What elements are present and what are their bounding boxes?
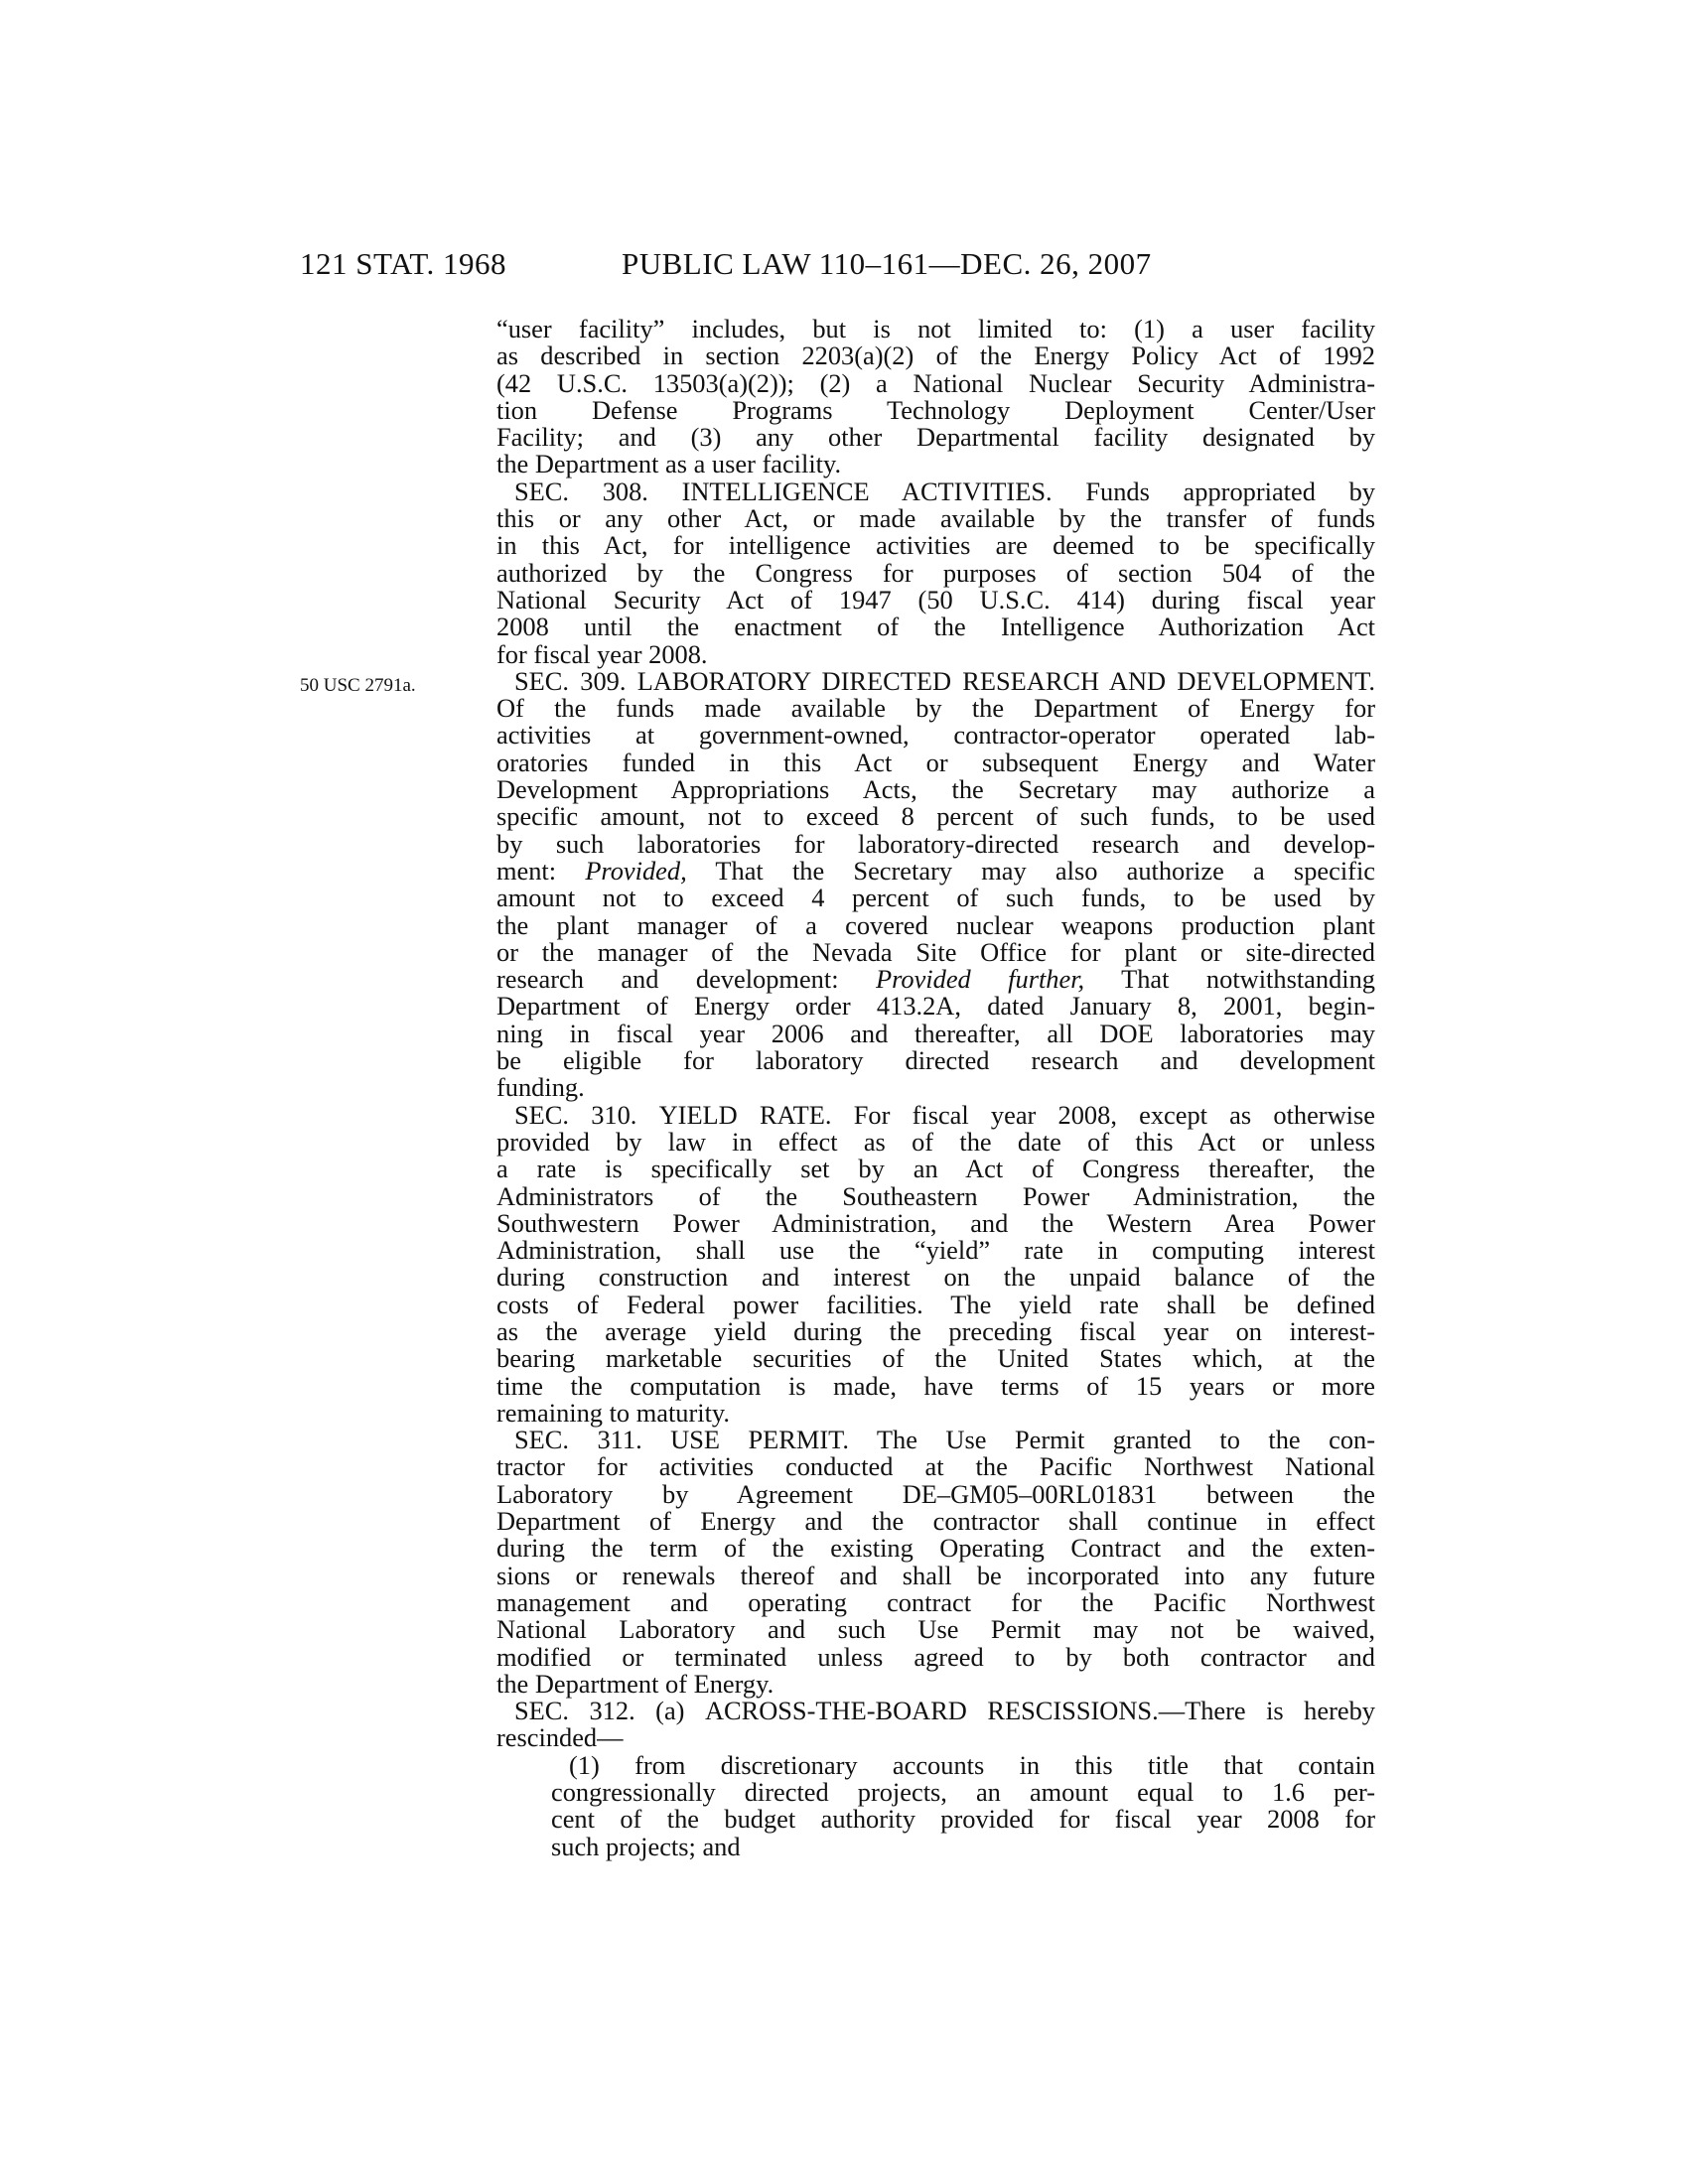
text-segment: ment: [496, 855, 586, 886]
text-line: (42 U.S.C. 13503(a)(2)); (2) a National Nuclear Security Administra- [496, 367, 1375, 398]
section-text: For fiscal year 2008, except as otherwise [853, 1099, 1375, 1130]
text-line: the Department of Energy. [496, 1668, 774, 1699]
section-heading: LABORATORY DIRECTED RESEARCH AND DEVELOPMENT. [636, 665, 1375, 696]
text-line: Development Appropriations Acts, the Secretary may authorize a [496, 774, 1375, 805]
text-line: activities at government-owned, contractor-operator operated lab- [496, 720, 1375, 751]
text-line: by such laboratories for laboratory-directed research and develop- [496, 828, 1375, 859]
section-number: SEC. 310. [514, 1099, 637, 1130]
proviso-italic: Provided further, [875, 964, 1085, 995]
text-line: Of the funds made available by the Department of Energy for [496, 693, 1375, 724]
text-line: in this Act, for intelligence activities are deemed to be specifically [496, 530, 1375, 561]
section-text: The Use Permit granted to the con- [876, 1425, 1375, 1455]
section-number: SEC. 309. [514, 665, 627, 696]
section-heading: INTELLIGENCE ACTIVITIES. [681, 476, 1053, 506]
text-line: (1) from discretionary accounts in this title that contain [569, 1749, 1375, 1780]
section-312-across-the-board-rescissions [496, 1698, 1375, 1860]
text-line: modified or terminated unless agreed to by both contractor and [496, 1641, 1375, 1672]
text-line: “user facility” includes, but is not limited to: (1) a user facility [496, 314, 1375, 343]
text-line: 2008 until the enactment of the Intelligence Authorization Act [496, 612, 1375, 642]
text-line: time the computation is made, have terms of 15 years or more [496, 1370, 1375, 1401]
section-heading: ACROSS-THE-BOARD RESCISSIONS. [704, 1696, 1159, 1726]
text-line: Administrators of the Southeastern Power Administration, the [496, 1180, 1375, 1211]
section-first-line [496, 1698, 1375, 1724]
text-line: Southwestern Power Administration, and the Western Area Power [496, 1207, 1375, 1238]
proviso-italic: Provided, [585, 855, 687, 886]
text-line: oratories funded in this Act or subsequent Energy and Water [496, 747, 1375, 777]
statute-body-text [496, 316, 1375, 1860]
section-308-intelligence-activities [496, 478, 1375, 668]
section-first-line [496, 478, 1375, 505]
text-segment: That the Secretary may also authorize a specific [686, 855, 1375, 886]
text-line: National Laboratory and such Use Permit may not be waived, [496, 1614, 1375, 1645]
text-line: cent of the budget authority provided for fiscal year 2008 for [551, 1804, 1375, 1835]
text-line: sions or renewals thereof and shall be incorporated into any future [496, 1560, 1375, 1590]
text-line: National Security Act of 1947 (50 U.S.C. 414) during fiscal year [496, 584, 1375, 614]
section-text: —There is hereby [1158, 1696, 1375, 1726]
margin-note-usc-citation: 50 USC 2791a. [300, 675, 416, 696]
section-heading: USE PERMIT. [670, 1425, 849, 1455]
text-line: for fiscal year 2008. [496, 638, 708, 669]
section-311-use-permit [496, 1427, 1375, 1698]
text-line: congressionally directed projects, an amount equal to 1.6 per- [551, 1777, 1375, 1808]
text-line: costs of Federal power facilities. The yield rate shall be defined [496, 1289, 1375, 1319]
text-line: tion Defense Programs Technology Deployment Center/User [496, 394, 1375, 425]
text-line: ning in fiscal year 2006 and thereafter, all DOE laboratories may [496, 1018, 1375, 1048]
text-line: Department of Energy order 413.2A, dated January 8, 2001, begin- [496, 991, 1375, 1022]
text-line: this or any other Act, or made available by the transfer of funds [496, 503, 1375, 534]
text-line: provided by law in effect as of the date of this Act or unless [496, 1126, 1375, 1157]
text-line: such projects; and [551, 1831, 741, 1861]
page-header [0, 246, 1688, 286]
text-line: a rate is specifically set by an Act of Congress thereafter, the [496, 1154, 1375, 1184]
text-line: tractor for activities conducted at the Pacific Northwest National [496, 1451, 1375, 1482]
text-line: remaining to maturity. [496, 1397, 731, 1428]
section-heading: YIELD RATE. [658, 1099, 832, 1130]
section-first-line [496, 665, 1375, 696]
text-line: specific amount, not to exceed 8 percent of such funds, to be used [496, 801, 1375, 832]
section-first-line [496, 1099, 1375, 1130]
text-line: as described in section 2203(a)(2) of the Energy Policy Act of 1992 [496, 341, 1375, 371]
text-line: as the average yield during the preceding fiscal year on interest- [496, 1315, 1375, 1346]
statute-page-reference: 121 STAT. 1968 [300, 246, 507, 281]
text-line: bearing marketable securities of the United States which, at the [496, 1343, 1375, 1374]
section-310-yield-rate [496, 1099, 1375, 1428]
text-line: amount not to exceed 4 percent of such funds, to be used by [496, 883, 1375, 913]
provided-proviso-line [496, 855, 1375, 886]
section-number: SEC. 312. [514, 1696, 635, 1726]
section-number: SEC. 308. [514, 476, 648, 506]
section-number: SEC. 311. [514, 1425, 642, 1455]
text-line: Laboratory by Agreement DE–GM05–00RL01831 between the [496, 1478, 1375, 1509]
text-line: or the manager of the Nevada Site Office for plant or site-directed [496, 936, 1375, 967]
text-line: during construction and interest on the unpaid balance of the [496, 1262, 1375, 1293]
section-first-line [496, 1427, 1375, 1453]
text-line: be eligible for laboratory directed research and development [496, 1045, 1375, 1076]
text-line: Facility; and (3) any other Departmental facility designated by [496, 422, 1375, 453]
user-facility-definition-paragraph [496, 316, 1375, 478]
text-line: management and operating contract for the Pacific Northwest [496, 1586, 1375, 1617]
text-line: rescinded— [496, 1722, 624, 1753]
public-law-running-head: PUBLIC LAW 110–161—DEC. 26, 2007 [622, 246, 1152, 281]
subsection-label: (a) [655, 1696, 685, 1726]
text-segment: research and development: [496, 964, 876, 995]
text-segment: That notwithstanding [1084, 964, 1375, 995]
section-text: Funds appropriated by [1085, 476, 1375, 506]
paragraph-1 [496, 1749, 1375, 1861]
text-line: authorized by the Congress for purposes of section 504 of the [496, 557, 1375, 588]
section-309-laboratory-directed-research [496, 665, 1375, 1103]
provided-further-proviso-line [496, 966, 1375, 993]
text-line: funding. [496, 1072, 585, 1103]
text-line: Administration, shall use the “yield” rate in computing interest [496, 1235, 1375, 1266]
text-line: Department of Energy and the contractor shall continue in effect [496, 1506, 1375, 1537]
text-line: the Department as a user facility. [496, 449, 842, 479]
text-line: during the term of the existing Operating Contract and the exten- [496, 1533, 1375, 1564]
text-line: the plant manager of a covered nuclear weapons production plant [496, 909, 1375, 940]
